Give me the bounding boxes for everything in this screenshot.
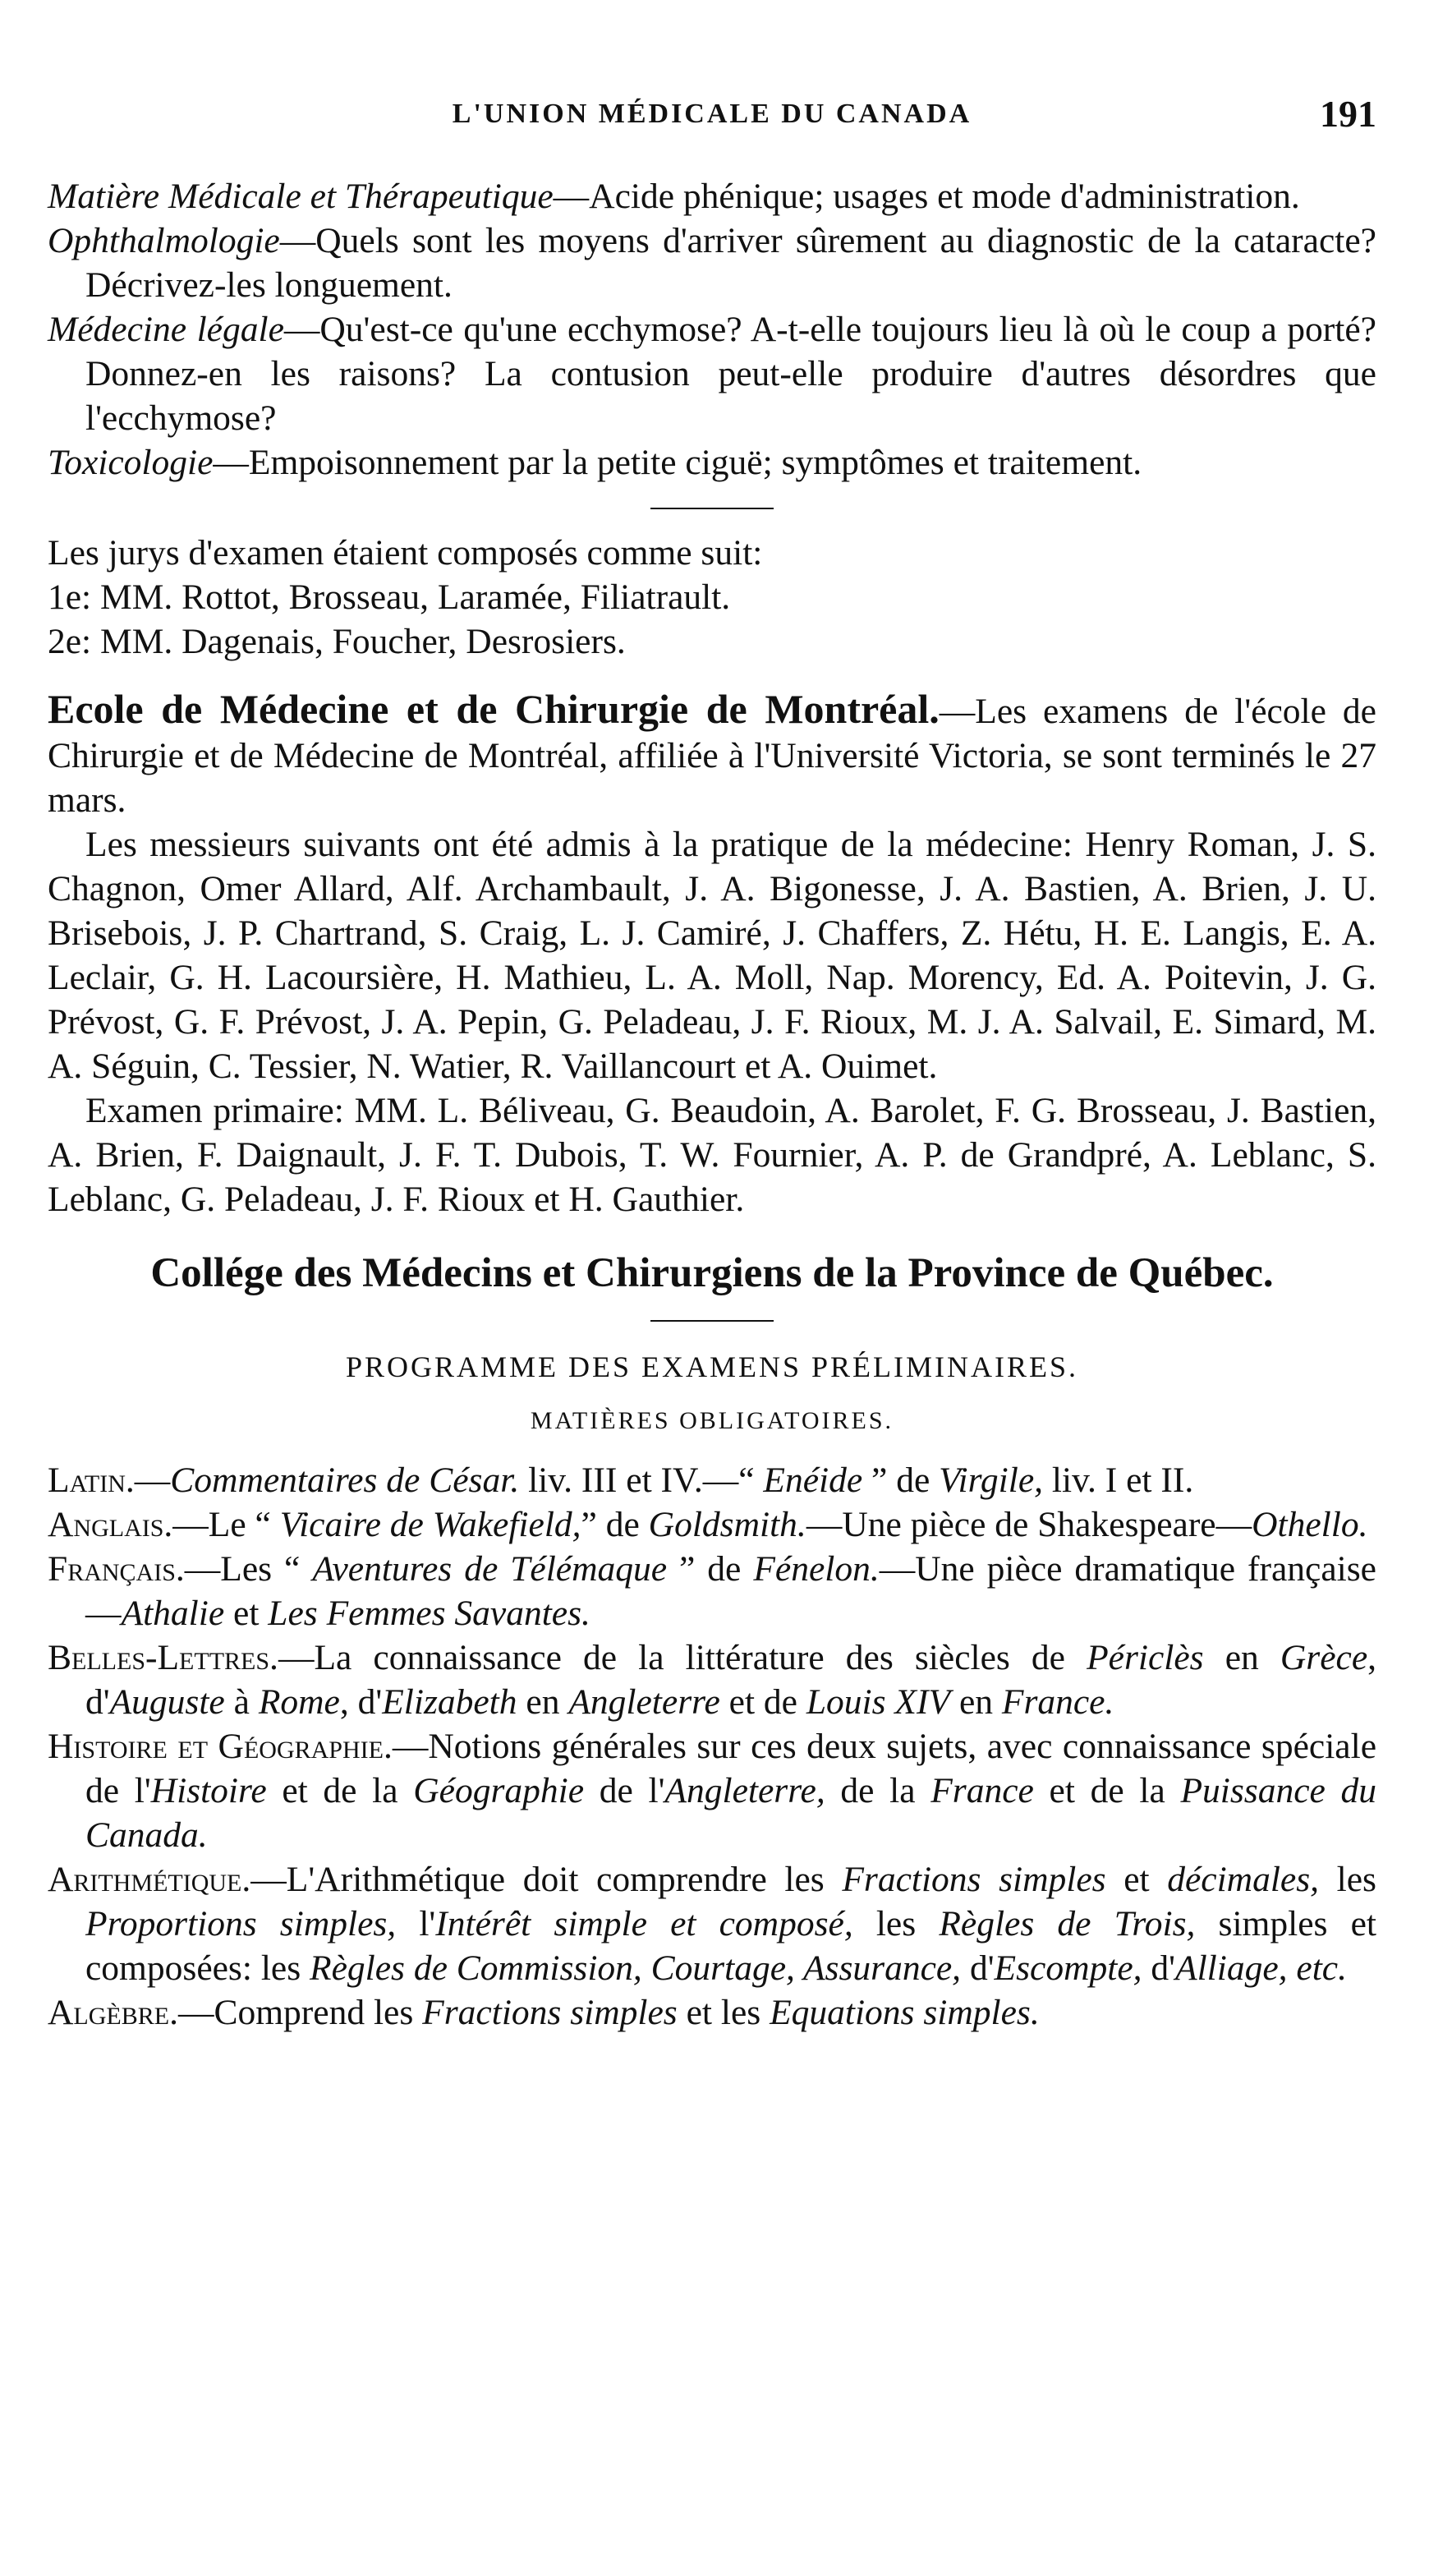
entry-italic: Histoire	[150, 1771, 267, 1810]
entry-text: les	[1319, 1860, 1376, 1899]
entry-italic: Les Femmes Savantes.	[268, 1594, 590, 1633]
entry-text: —Le “	[172, 1505, 280, 1544]
entry-label: Anglais.	[48, 1505, 173, 1544]
entry-text: liv. III et IV.—“	[519, 1460, 764, 1500]
entry-text: liv. I et II.	[1043, 1460, 1194, 1500]
entry-text: —Une pièce de Shakespeare—	[806, 1505, 1252, 1544]
subject-text: —Empoisonnement par la petite ciguë; symptômes et traitement.	[213, 443, 1142, 482]
ecole-heading: Ecole de Médecine et de Chirurgie de Montréal.	[48, 686, 940, 732]
entry-text: , d'	[85, 1638, 1376, 1722]
entry-label: Algèbre.	[48, 1993, 178, 2032]
juries-intro: Les jurys d'examen étaient composés comme suit:	[48, 533, 763, 573]
entry-italic: Elizabeth	[382, 1682, 517, 1722]
entry-italic: France.	[1001, 1682, 1114, 1722]
entry-italic: Géographie	[413, 1771, 585, 1810]
spacer	[48, 664, 1376, 687]
entry-text: à	[224, 1682, 259, 1722]
exam-subject-4	[48, 440, 1376, 485]
entry-text: —Comprend les	[177, 1993, 423, 2032]
entry-italic: Othello.	[1252, 1505, 1368, 1544]
matieres-heading: MATIÈRES OBLIGATOIRES.	[530, 1407, 894, 1434]
entry-text: l'	[396, 1904, 436, 1944]
entry-text: —Notions générales sur ces deux sujets, avec connaissance spéciale de l'	[85, 1727, 1376, 1810]
entry-italic: Goldsmith.	[648, 1505, 806, 1544]
subject-text: —Qu'est-ce qu'une ecchymose? A-t-elle toujours lieu là où le coup a porté? Donnez-en les raisons? La contusion peut-elle produire d'autres désordres que l'ecchymose?	[85, 310, 1376, 438]
entry-italic: Escompte,	[994, 1948, 1142, 1988]
ecole-intro: —Les examens de l'école de Chirurgie et de Médecine de Montréal, affiliée à l'Université Victoria, se sont terminés le 27 mars.	[48, 692, 1376, 820]
entry-italic: Fractions simples	[842, 1860, 1106, 1899]
subject-name: Toxicologie	[48, 443, 214, 482]
entry-italic: Athalie	[121, 1594, 225, 1633]
anglais-entry	[48, 1502, 1376, 1547]
running-title: L'UNION MÉDICALE DU CANADA	[452, 99, 972, 129]
entry-label: Belles-Lettres.	[48, 1638, 278, 1677]
entry-text: et de la	[1033, 1771, 1181, 1810]
entry-text: les	[852, 1904, 940, 1944]
subject-text: —Acide phénique; usages et mode d'administration.	[553, 177, 1300, 216]
entry-text: , d'	[339, 1682, 383, 1722]
entry-text: et	[1105, 1860, 1168, 1899]
entry-text: —La connaissance de la littérature des siècles de	[278, 1638, 1087, 1677]
entry-italic: Aventures de Télémaque	[312, 1549, 668, 1589]
entry-text: —Les “	[184, 1549, 313, 1589]
entry-text: —L'Arithmétique doit comprendre les	[250, 1860, 843, 1899]
entry-text: et de la	[266, 1771, 414, 1810]
entry-label: Arithmétique.	[48, 1860, 251, 1899]
page-body	[48, 174, 1376, 2035]
jury-line-1: 1e: MM. Rottot, Brosseau, Laramée, Filiatrault.	[48, 577, 731, 617]
arithmetique-entry	[48, 1857, 1376, 1990]
entry-italic: Equations simples.	[770, 1993, 1040, 2032]
entry-text: en	[950, 1682, 1002, 1722]
programme-heading: PROGRAMME DES EXAMENS PRÉLIMINAIRES.	[345, 1350, 1079, 1383]
latin-entry	[48, 1458, 1376, 1502]
heading-divider	[650, 1320, 774, 1322]
entry-italic: Règles de Trois,	[939, 1904, 1196, 1944]
exam-subject-3	[48, 307, 1376, 440]
entry-italic: Auguste	[109, 1682, 225, 1722]
entry-italic: Périclès	[1087, 1638, 1204, 1677]
entry-text: —	[134, 1460, 171, 1500]
ecole-admis: Les messieurs suivants ont été admis à la pratique de la médecine: Henry Roman, J. S. Chagnon, Omer Allard, Alf. Archambault, J. A. Bigonesse, J. A. Bastien, A. Brien, J. U. Brisebois, J. P. Chartrand, S. Craig, L. J. Camiré, J. Chaffers, Z. Hétu, H. E. Langis, E. A. Leclair, G. H. Lacoursière, H. Mathieu, L. A. Moll, Nap. Morency, Ed. A. Poitevin, J. G. Prévost, G. F. Prévost, J. A. Pepin, G. Peladeau, J. F. Rioux, M. J. A. Salvail, E. Simard, M. A. Séguin, C. Tessier, N. Watier, R. Vaillancourt et A. Ouimet.	[48, 825, 1376, 1086]
entry-text: ” de	[862, 1460, 940, 1500]
entry-italic: Puissance du Canada.	[85, 1771, 1377, 1855]
algebre-entry	[48, 1990, 1376, 2035]
entry-italic: Angleterre,	[664, 1771, 825, 1810]
entry-text: ” de	[667, 1549, 754, 1589]
entry-italic: décimales,	[1167, 1860, 1320, 1899]
entry-italic: Louis XIV	[806, 1682, 951, 1722]
entry-italic: Intérêt simple et composé,	[435, 1904, 853, 1944]
entry-text: d'	[1142, 1948, 1175, 1988]
entry-text: d'	[961, 1948, 995, 1988]
ecole-primaire: Examen primaire: MM. L. Béliveau, G. Beaudoin, A. Barolet, F. G. Brosseau, J. Bastien, A. Brien, F. Daignault, J. F. T. Dubois, T. W. Fournier, A. P. de Grandpré, A. Leblanc, S. Leblanc, G. Peladeau, J. F. Rioux et H. Gauthier.	[48, 1091, 1376, 1219]
entry-italic: Commentaires de César.	[170, 1460, 520, 1500]
entry-text: simples et composées: les	[85, 1904, 1376, 1988]
entry-text: —Une pièce dramatique française—	[85, 1549, 1376, 1633]
entry-italic: Règles de Commission, Courtage, Assurance,	[310, 1948, 962, 1988]
entry-italic: Rome	[258, 1682, 340, 1722]
jury-line-2: 2e: MM. Dagenais, Foucher, Desrosiers.	[48, 622, 626, 661]
entry-italic: Enéide	[763, 1460, 863, 1500]
entry-italic: Fractions simples	[422, 1993, 678, 2032]
exam-subject-1	[48, 174, 1376, 218]
entry-text: ” de	[581, 1505, 649, 1544]
entry-text: en	[517, 1682, 569, 1722]
entry-label: Histoire et Géographie.	[48, 1727, 393, 1766]
exam-subject-2	[48, 218, 1376, 307]
entry-text: et les	[677, 1993, 770, 2032]
entry-text: et de	[719, 1682, 806, 1722]
entry-italic: Virgile,	[939, 1460, 1044, 1500]
ecole-paragraph	[48, 687, 1376, 822]
section-divider	[650, 508, 774, 509]
entry-italic: Grèce	[1280, 1638, 1368, 1677]
page-header	[48, 92, 1376, 141]
entry-italic: Angleterre	[568, 1682, 720, 1722]
entry-italic: Vicaire de Wakefield,	[279, 1505, 581, 1544]
entry-text: en	[1203, 1638, 1280, 1677]
page-number: 191	[1320, 93, 1376, 135]
subject-name: Matière Médicale et Thérapeutique	[48, 177, 554, 216]
subject-name: Médecine légale	[48, 310, 284, 349]
entry-italic: Alliage, etc.	[1175, 1948, 1347, 1988]
college-heading: Collége des Médecins et Chirurgiens de la Province de Québec.	[150, 1250, 1274, 1296]
histoire-geographie-entry	[48, 1724, 1376, 1857]
entry-text: de la	[825, 1771, 931, 1810]
entry-text: de l'	[584, 1771, 665, 1810]
entry-label: Français.	[48, 1549, 185, 1589]
entry-text: et	[224, 1594, 269, 1633]
subject-text: —Quels sont les moyens d'arriver sûrement au diagnostic de la cataracte? Décrivez-les longuement.	[85, 221, 1376, 305]
entry-label: Latin.	[48, 1460, 135, 1500]
belles-lettres-entry	[48, 1635, 1376, 1724]
subject-name: Ophthalmologie	[48, 221, 280, 260]
entry-italic: Fénelon.	[753, 1549, 880, 1589]
francais-entry	[48, 1547, 1376, 1635]
entry-italic: Proportions simples,	[85, 1904, 397, 1944]
entry-italic: France	[930, 1771, 1034, 1810]
